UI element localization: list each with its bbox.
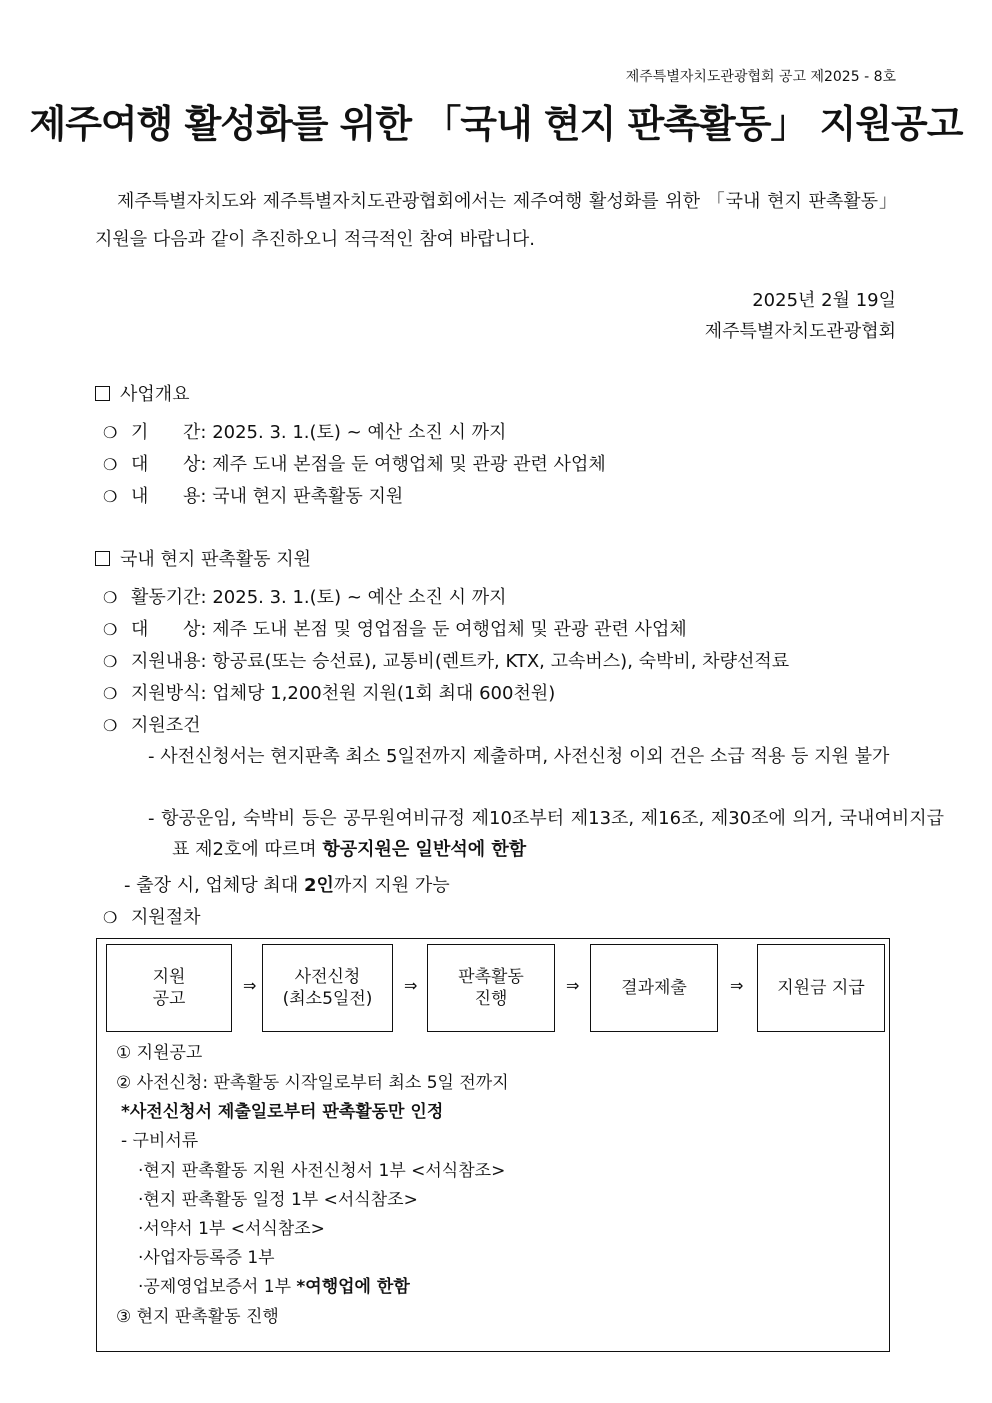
procedure-note-3: ③ 현지 판촉활동 진행: [116, 1307, 279, 1327]
overview-item-content: ❍ 내 용: 국내 현지 판촉활동 지원: [103, 486, 404, 507]
section-heading-overview: 사업개요: [95, 380, 190, 406]
document-item: ·서약서 1부 <서식참조>: [138, 1219, 325, 1239]
circle-bullet-icon: ❍: [103, 716, 118, 735]
process-step-promotion: 판촉활동 진행: [427, 944, 555, 1032]
condition-1: - 사전신청서는 현지판촉 최소 5일전까지 제출하며, 사전신청 이외 건은 소급 적용 등 지원 불가: [148, 746, 890, 767]
support-item-content: ❍ 지원내용: 항공료(또는 승선료), 교통비(렌트카, KTX, 고속버스), 숙박비, 차량선적료: [103, 651, 790, 672]
document-item: ·사업자등록증 1부: [138, 1248, 275, 1268]
condition-2: - 항공운임, 숙박비 등은 공무원여비규정 제10조부터 제13조, 제16조, 제30조에 의거, 국내여비지급표 제2호에 따르며 항공지원은 일반석에 한함: [148, 808, 944, 860]
circle-bullet-icon: ❍: [103, 684, 118, 703]
circle-bullet-icon: ❍: [103, 487, 118, 506]
circle-bullet-icon: ❍: [103, 652, 118, 671]
overview-item-period: ❍ 기 간: 2025. 3. 1.(토) ~ 예산 소진 시 까지: [103, 422, 507, 443]
page-title: 제주여행 활성화를 위한 「국내 현지 판촉활동」 지원공고: [29, 102, 963, 146]
support-item-procedure: ❍ 지원절차: [103, 907, 201, 928]
circle-bullet-icon: ❍: [103, 588, 118, 607]
section-heading-support: 국내 현지 판촉활동 지원: [95, 545, 311, 571]
support-item-period: ❍ 활동기간: 2025. 3. 1.(토) ~ 예산 소진 시 까지: [103, 587, 507, 608]
condition-3: - 출장 시, 업체당 최대 2인까지 지원 가능: [124, 875, 450, 896]
announcement-date: 2025년 2월 19일: [752, 290, 896, 311]
circle-bullet-icon: ❍: [103, 620, 118, 639]
arrow-right-icon: ⇒: [566, 976, 580, 995]
process-step-report: 결과제출: [590, 944, 718, 1032]
circle-bullet-icon: ❍: [103, 455, 118, 474]
support-item-conditions: ❍ 지원조건: [103, 715, 201, 736]
arrow-right-icon: ⇒: [404, 976, 418, 995]
process-step-payment: 지원금 지급: [757, 944, 885, 1032]
circle-bullet-icon: ❍: [103, 908, 118, 927]
required-documents-heading: - 구비서류: [121, 1131, 199, 1151]
arrow-right-icon: ⇒: [730, 976, 744, 995]
support-item-target: ❍ 대 상: 제주 도내 본점 및 영업점을 둔 여행업체 및 관광 관련 사업체: [103, 619, 687, 640]
procedure-note-2: ② 사전신청: 판촉활동 시작일로부터 최소 5일 전까지: [116, 1073, 509, 1093]
document-item: ·현지 판촉활동 일정 1부 <서식참조>: [138, 1190, 418, 1210]
issuer-org: 제주특별자치도관광협회: [704, 321, 896, 342]
process-step-application: 사전신청 (최소5일전): [262, 944, 393, 1032]
document-item: ·현지 판촉활동 지원 사전신청서 1부 <서식참조>: [138, 1161, 506, 1181]
procedure-note-2-remark: *사전신청서 제출일로부터 판촉활동만 인정: [121, 1102, 444, 1122]
arrow-right-icon: ⇒: [243, 976, 257, 995]
intro-paragraph: 제주특별자치도와 제주특별자치도관광협회에서는 제주여행 활성화를 위한 「국내 현지 판촉활동」 지원을 다음과 같이 추진하오니 적극적인 참여 바랍니다.: [95, 191, 897, 250]
notice-number: 제주특별자치도관광협회 공고 제2025 - 8호: [625, 69, 896, 85]
document-item: ·공제영업보증서 1부 *여행업에 한함: [138, 1277, 410, 1297]
support-item-method: ❍ 지원방식: 업체당 1,200천원 지원(1회 최대 600천원): [103, 683, 556, 704]
checkbox-square-icon: [95, 551, 110, 566]
checkbox-square-icon: [95, 386, 110, 401]
circle-bullet-icon: ❍: [103, 423, 118, 442]
procedure-note-1: ① 지원공고: [116, 1043, 203, 1063]
overview-item-target: ❍ 대 상: 제주 도내 본점을 둔 여행업체 및 관광 관련 사업체: [103, 454, 606, 475]
process-step-announcement: 지원 공고: [106, 944, 232, 1032]
